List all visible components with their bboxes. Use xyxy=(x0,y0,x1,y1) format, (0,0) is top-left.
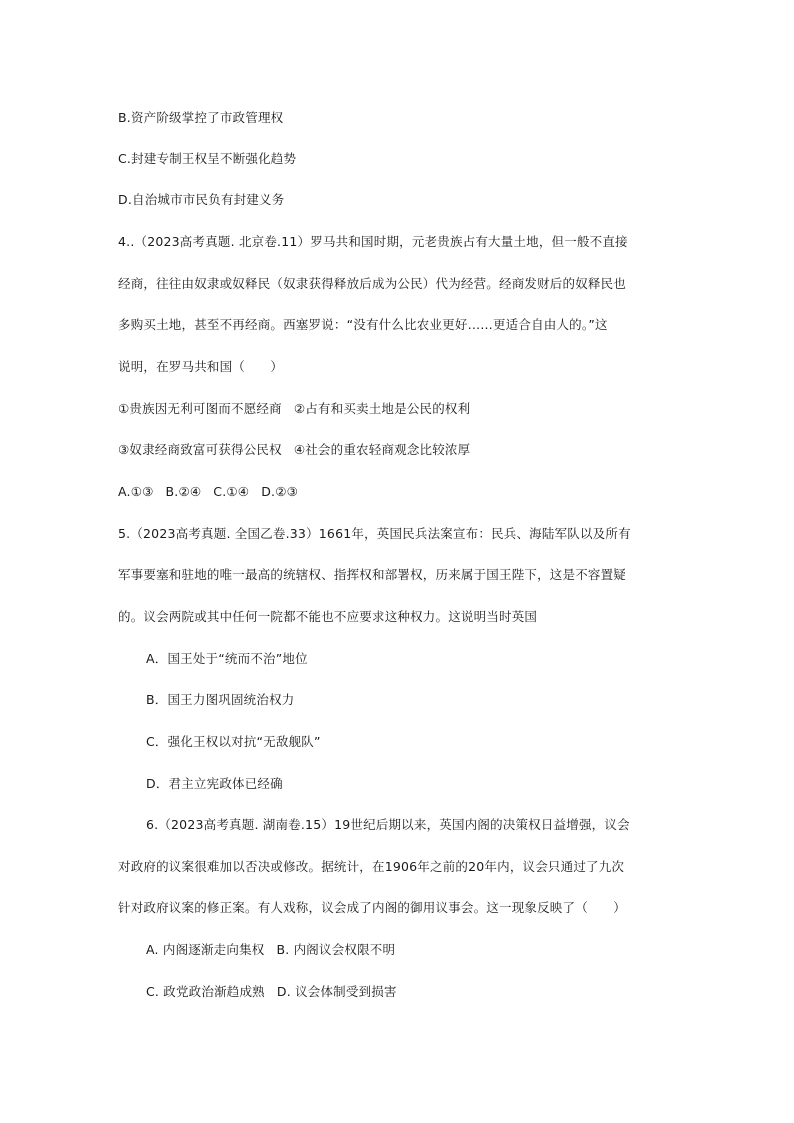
question-6-option-c: C. 政党政治渐趋成熟 xyxy=(146,984,265,999)
question-6-line-3: 针对政府议案的修正案。有人戏称，议会成了内阁的御用议事会。这一现象反映了（ ） xyxy=(118,900,627,915)
question-4-statements-row-2 xyxy=(118,442,470,458)
question-4-line-4: 说明，在罗马共和国（ ） xyxy=(118,359,284,374)
question-6-line-1: 6.（2023高考真题. 湖南卷.15）19世纪后期以来，英国内阁的决策权日益增强，议会 xyxy=(146,817,630,832)
statement-3: ③奴隶经商致富可获得公民权 xyxy=(118,442,282,457)
option-c-text: C.封建专制王权呈不断强化趋势 xyxy=(118,151,297,166)
question-5-option-a: A．国王处于“统而不治”地位 xyxy=(146,651,308,666)
statement-4: ④社会的重农轻商观念比较浓厚 xyxy=(293,442,471,457)
option-d-text: D.自治城市市民负有封建义务 xyxy=(118,192,285,207)
question-5-line-1: 5.（2023高考真题. 全国乙卷.33）1661年，英国民兵法案宣布：民兵、海陆军队以及所有 xyxy=(118,526,631,541)
question-4-line-1: 4..（2023高考真题. 北京卷.11）罗马共和国时期，元老贵族占有大量土地，但一般不直接 xyxy=(118,234,628,249)
question-6-option-d: D. 议会体制受到损害 xyxy=(276,984,397,999)
answer-b: B.②④ xyxy=(165,484,202,499)
question-6-option-a: A. 内阁逐渐走向集权 xyxy=(146,942,265,957)
question-4-line-2: 经商，往往由奴隶或奴释民（奴隶获得释放后成为公民）代为经营。经商发财后的奴释民也 xyxy=(118,276,627,291)
statement-1: ①贵族因无利可图而不愿经商 xyxy=(118,401,282,416)
question-6-option-b: B. 内阁议会权限不明 xyxy=(276,942,396,957)
question-6-options-ab xyxy=(146,942,395,958)
answer-c: C.①④ xyxy=(213,484,250,499)
question-6-options-cd xyxy=(146,984,397,1000)
question-5-line-3: 的。议会两院或其中任何一院都不能也不应要求这种权力。这说明当时英国 xyxy=(118,609,538,624)
statement-2: ②占有和买卖土地是公民的权利 xyxy=(293,401,471,416)
question-6-line-2: 对政府的议案很难加以否决或修改。据统计，在1906年之前的20年内，议会只通过了九次 xyxy=(118,859,625,874)
option-b-text: B.资产阶级掌控了市政管理权 xyxy=(118,110,284,125)
answer-d: D.②③ xyxy=(261,484,299,499)
question-5-option-b: B．国王力图巩固统治权力 xyxy=(146,692,295,707)
question-5-option-c: C．强化王权以对抗“无敌舰队” xyxy=(146,734,321,749)
question-4-answers xyxy=(118,484,298,500)
answer-a: A.①③ xyxy=(118,484,154,499)
question-4-statements-row-1 xyxy=(118,401,470,417)
question-5-line-2: 军事要塞和驻地的唯一最高的统辖权、指挥权和部署权，历来属于国王陛下，这是不容置疑 xyxy=(118,567,627,582)
question-4-line-3: 多购买土地，甚至不再经商。西塞罗说：“没有什么比农业更好……更适合自由人的。”这 xyxy=(118,317,608,332)
question-5-option-d: D．君主立宪政体已经确 xyxy=(146,776,283,791)
